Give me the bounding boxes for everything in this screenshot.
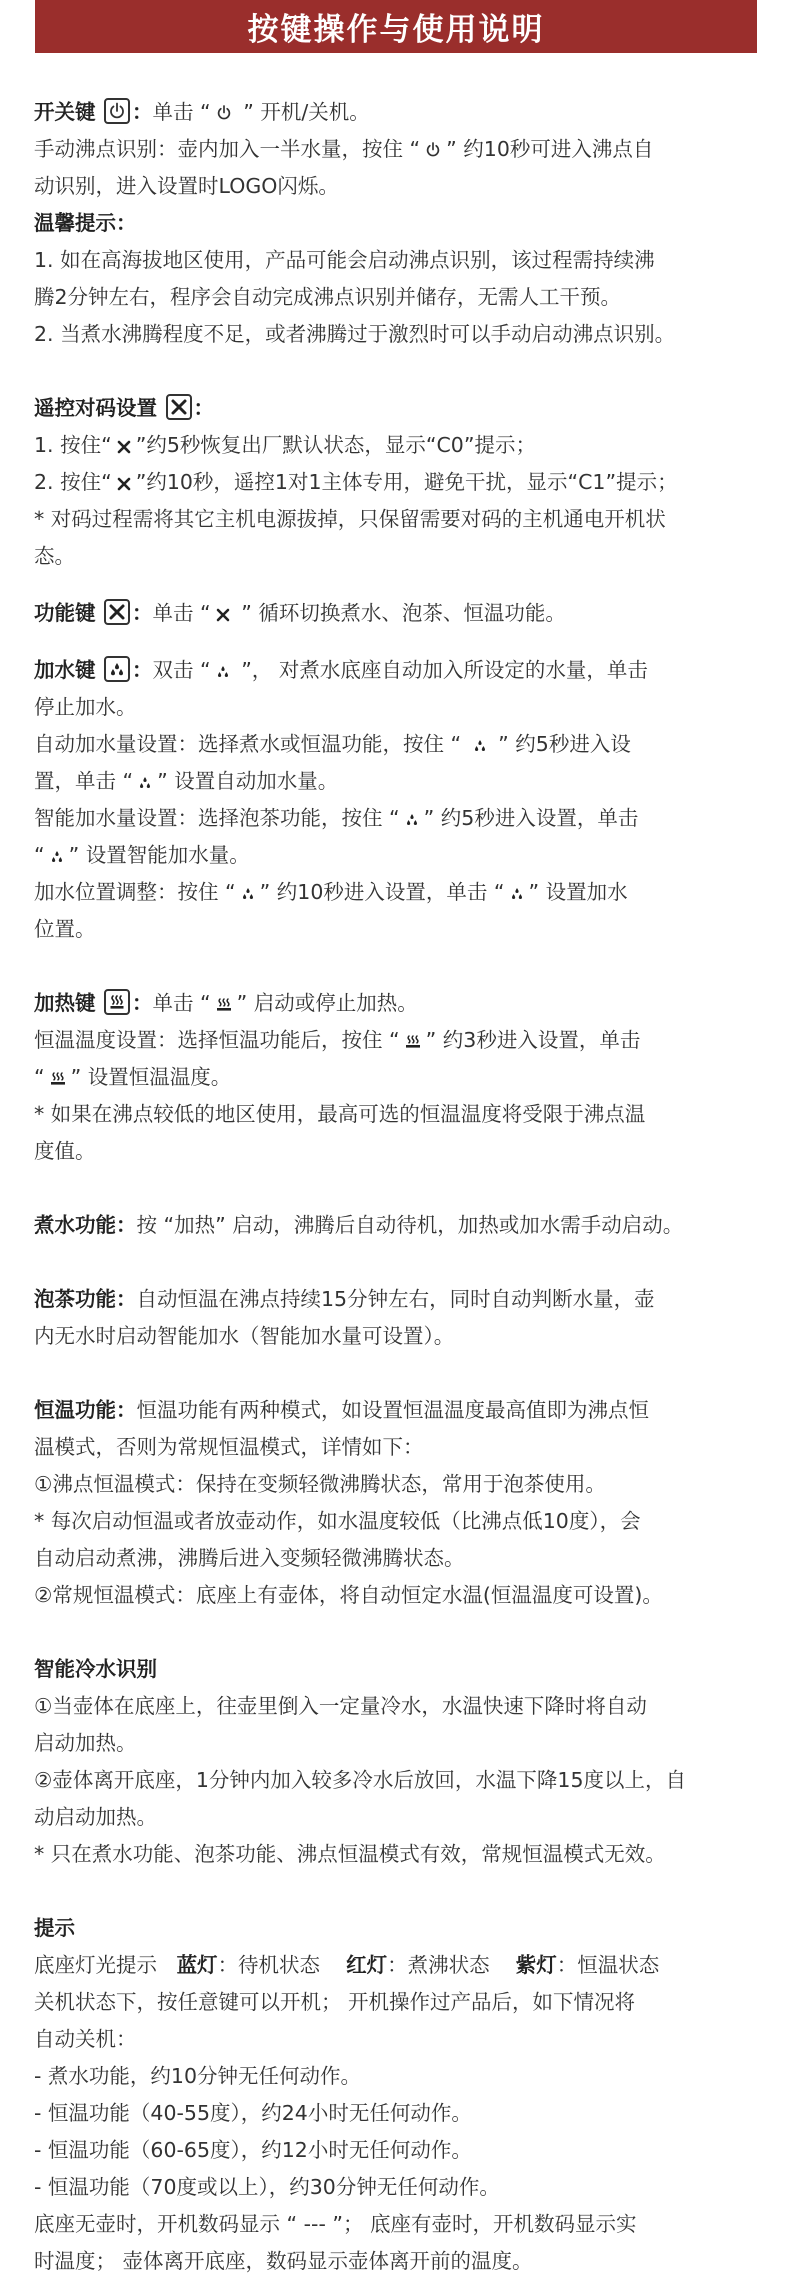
text: 加水位置调整：按住 “ — [34, 880, 236, 904]
text: 1. 按住“ — [34, 433, 112, 457]
text-line: 腾2分钟左右，程序会自动完成沸点识别并储存，无需人工干预。 — [34, 285, 622, 309]
water-key-label: 加水键 — [34, 658, 96, 682]
text: ” 设置恒温温度。 — [70, 1065, 232, 1089]
keep-warm-label: 恒温功能： — [34, 1398, 137, 1422]
colon: ： — [193, 396, 215, 420]
blue-light-text: ：待机状态 — [217, 1953, 321, 1977]
spacer — [34, 575, 762, 595]
text-line: 自动关机： — [34, 2027, 137, 2051]
text: ” 约10秒进入设置，单击 “ — [259, 880, 505, 904]
text: 自动恒温在沸点持续15分钟左右，同时自动判断水量，壶 — [136, 1287, 655, 1311]
power-icon — [215, 104, 233, 122]
text-line: 动启动加热。 — [34, 1805, 157, 1829]
power-key-label: 开关键 — [34, 100, 96, 124]
power-icon — [424, 141, 442, 159]
pair-title: 遥控对码设置 — [34, 396, 157, 420]
tea-function-line — [34, 1281, 762, 1318]
water-drops-icon — [215, 664, 231, 680]
text-line: * 对码过程需将其它主机电源拔掉，只保留需要对码的主机通电开机状 — [34, 507, 666, 531]
function-x-icon — [116, 476, 132, 492]
text-line: 位置。 — [34, 917, 96, 941]
text-line: 自动启动煮沸，沸腾后进入变频轻微沸腾状态。 — [34, 1546, 465, 1570]
text: ” 启动或停止加热。 — [236, 991, 418, 1015]
text-line: - 恒温功能（60-65度），约12小时无任何动作。 — [34, 2138, 472, 2162]
text-line: - 恒温功能（70度或以上），约30分钟无任何动作。 — [34, 2175, 500, 2199]
text-line — [34, 427, 762, 464]
text-line: 内无水时启动智能加水（智能加水量可设置）。 — [34, 1324, 455, 1348]
colon: ： — [132, 991, 153, 1015]
text: ”， 对煮水底座自动加入所设定的水量，单击 — [234, 658, 648, 682]
function-key-label: 功能键 — [34, 601, 96, 625]
content — [34, 94, 762, 2280]
text: ” 设置加水 — [528, 880, 628, 904]
colon: ： — [132, 601, 153, 625]
text: ”约5秒恢复出厂默认状态，显示“C0”提示； — [135, 433, 536, 457]
water-drops-icon — [137, 775, 153, 791]
spacer — [34, 948, 762, 985]
colon: ： — [132, 658, 153, 682]
text-line: * 每次启动恒温或者放壶动作，如水温度较低（比沸点低10度），会 — [34, 1509, 641, 1533]
text-line: 启动加热。 — [34, 1731, 137, 1755]
pair-title-line — [34, 390, 762, 427]
heat-key-label: 加热键 — [34, 991, 96, 1015]
text-line: * 只在煮水功能、泡茶功能、沸点恒温模式有效，常规恒温模式无效。 — [34, 1842, 666, 1866]
text-line — [34, 726, 762, 763]
text-line — [34, 1059, 762, 1096]
text-line — [34, 763, 762, 800]
text: ”约10秒，遥控1对1主体专用，避免干扰，显示“C1”提示； — [135, 470, 678, 494]
water-drops-icon — [472, 738, 488, 754]
cold-water-title: 智能冷水识别 — [34, 1657, 157, 1681]
spacer — [34, 1355, 762, 1392]
heat-key-line — [34, 985, 762, 1022]
function-x-icon — [104, 599, 130, 625]
power-icon — [104, 98, 130, 124]
boil-function-line — [34, 1207, 762, 1244]
water-drops-icon — [104, 656, 130, 682]
spacer — [34, 353, 762, 390]
purple-light-text: ：恒温状态 — [556, 1953, 660, 1977]
text: “ — [34, 1065, 45, 1089]
text-line — [34, 874, 762, 911]
text: ” 约10秒可进入沸点自 — [446, 137, 654, 161]
text-line — [34, 464, 762, 501]
text-line: 温模式，否则为常规恒温模式，详情如下： — [34, 1435, 424, 1459]
red-light-text: ：煮沸状态 — [387, 1953, 490, 1977]
text-line: ②常规恒温模式：底座上有壶体，将自动恒定水温(恒温温度可设置)。 — [34, 1583, 663, 1607]
text-line: 1. 如在高海拔地区使用，产品可能会启动沸点识别，该过程需持续沸 — [34, 248, 655, 272]
text: 双击 “ — [152, 658, 211, 682]
text-line: 2. 当煮水沸腾程度不足，或者沸腾过于激烈时可以手动启动沸点识别。 — [34, 322, 676, 346]
colon: ： — [132, 100, 153, 124]
light-line — [34, 1947, 762, 1984]
text-line: ①沸点恒温模式：保持在变频轻微沸腾状态，常用于泡茶使用。 — [34, 1472, 606, 1496]
text: 手动沸点识别：壶内加入一半水量，按住 “ — [34, 137, 421, 161]
text: 2. 按住“ — [34, 470, 112, 494]
water-key-line — [34, 652, 762, 689]
text: 智能加水量设置：选择泡茶功能，按住 “ — [34, 806, 400, 830]
tips-title: 温馨提示： — [34, 211, 137, 235]
text: ” 约3秒进入设置，单击 — [425, 1028, 641, 1052]
spacer — [34, 632, 762, 652]
text-line — [34, 1022, 762, 1059]
text: 恒温温度设置：选择恒温功能后，按住 “ — [34, 1028, 400, 1052]
function-x-icon — [166, 394, 192, 420]
text: 单击 “ — [152, 991, 211, 1015]
function-key-line — [34, 595, 762, 632]
blue-light-label: 蓝灯 — [176, 1953, 218, 1977]
water-drops-icon — [49, 849, 65, 865]
title-bar — [35, 0, 757, 53]
function-x-icon — [116, 439, 132, 455]
text-line: ①当壶体在底座上，往壶里倒入一定量冷水，水温快速下降时将自动 — [34, 1694, 647, 1718]
text: “ — [34, 843, 45, 867]
spacer — [34, 1170, 762, 1207]
text-line: 时温度； 壶体离开底座，数码显示壶体离开前的温度。 — [34, 2249, 533, 2273]
heat-wave-icon — [404, 1034, 422, 1050]
text: 单击 “ — [152, 601, 211, 625]
text-line: 停止加水。 — [34, 695, 137, 719]
text: ” 约5秒进入设 — [491, 732, 631, 756]
red-light-label: 红灯 — [346, 1953, 388, 1977]
text: ” 设置智能加水量。 — [68, 843, 250, 867]
text: 置，单击 “ — [34, 769, 134, 793]
text-line: 关机状态下，按任意键可以开机； 开机操作过产品后，如下情况将 — [34, 1990, 636, 2014]
heat-wave-icon — [104, 989, 130, 1015]
boil-function-label: 煮水功能： — [34, 1213, 137, 1237]
spacer — [34, 1873, 762, 1910]
page-title: 按键操作与使用说明 — [247, 12, 545, 48]
water-drops-icon — [404, 812, 420, 828]
power-key-line — [34, 94, 762, 131]
purple-light-label: 紫灯 — [515, 1953, 557, 1977]
spacer — [34, 1614, 762, 1651]
text: 按 “加热” 启动，沸腾后自动待机，加热或加水需手动启动。 — [136, 1213, 684, 1237]
text: 单击 “ — [152, 100, 211, 124]
text-line: 底座无壶时，开机数码显示 “ --- ”； 底座有壶时，开机数码显示实 — [34, 2212, 637, 2236]
text-line: - 恒温功能（40-55度），约24小时无任何动作。 — [34, 2101, 472, 2125]
text-line: 态。 — [34, 544, 75, 568]
text: ” 设置自动加水量。 — [157, 769, 339, 793]
function-x-icon — [215, 607, 231, 623]
notes-title: 提示 — [34, 1916, 75, 1940]
text: 自动加水量设置：选择煮水或恒温功能，按住 “ — [34, 732, 468, 756]
text: ” 约5秒进入设置，单击 — [423, 806, 639, 830]
text: 恒温功能有两种模式，如设置恒温温度最高值即为沸点恒 — [136, 1398, 649, 1422]
text: ” 循环切换煮水、泡茶、恒温功能。 — [234, 601, 566, 625]
light-label: 底座灯光提示 — [34, 1953, 157, 1977]
keep-warm-line — [34, 1392, 762, 1429]
text-line — [34, 131, 762, 168]
heat-wave-icon — [215, 997, 233, 1013]
spacer — [34, 1244, 762, 1281]
text: ” 开机/关机。 — [236, 100, 370, 124]
text-line: - 煮水功能，约10分钟无任何动作。 — [34, 2064, 361, 2088]
text-line: * 如果在沸点较低的地区使用，最高可选的恒温温度将受限于沸点温 — [34, 1102, 646, 1126]
water-drops-icon — [509, 886, 525, 902]
text-line: 动识别，进入设置时LOGO闪烁。 — [34, 174, 339, 198]
text-line — [34, 837, 762, 874]
text-line: ②壶体离开底座，1分钟内加入较多冷水后放回，水温下降15度以上，自 — [34, 1768, 687, 1792]
text-line: 度值。 — [34, 1139, 96, 1163]
tea-function-label: 泡茶功能： — [34, 1287, 137, 1311]
text-line — [34, 800, 762, 837]
heat-wave-icon — [49, 1071, 67, 1087]
water-drops-icon — [240, 886, 256, 902]
